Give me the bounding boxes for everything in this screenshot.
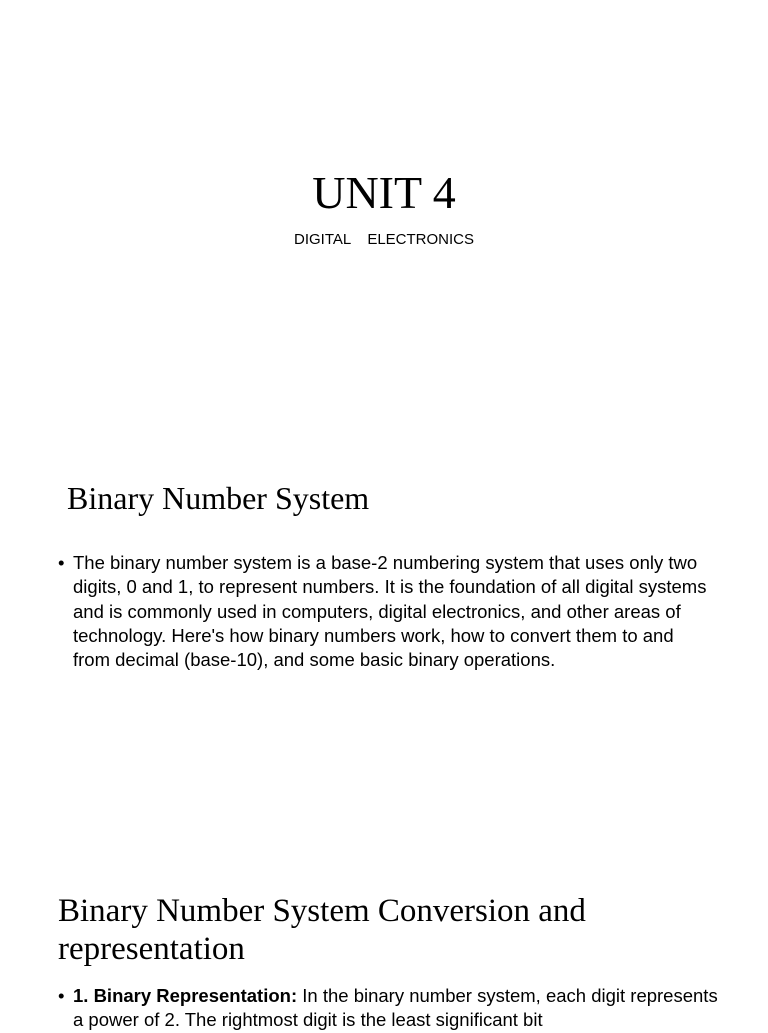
unit-subtitle: DIGITAL ELECTRONICS <box>293 231 475 248</box>
title-slide <box>0 0 768 400</box>
binary-number-system-heading: Binary Number System <box>67 480 370 516</box>
bullet-text: In the binary number system, each digit represents a power of 2. The rightmost digit is the least significant bit <box>73 985 718 1031</box>
bullet-item <box>58 551 710 672</box>
bullet-text: The binary number system is a base-2 numbering system that uses only two digits, 0 and 1, to represent numbers. It is the foundation of all digital systems and is commonly used in computers, digital electronics, and other areas of technology. Here's how binary numbers work, how to convert them to and from decimal (base-10), and some basic binary operations. <box>73 552 707 671</box>
bullet-bold-lead: 1. Binary Representation: <box>73 985 298 1006</box>
bullet-icon: • <box>58 985 65 1006</box>
unit-title: UNIT 4 <box>312 167 456 218</box>
conversion-heading: Binary Number System Conversion and representation <box>58 893 586 967</box>
conversion-bullet-list <box>58 984 718 1033</box>
bullet-icon: • <box>58 552 65 573</box>
binary-bullet-list <box>58 551 710 672</box>
bullet-item <box>58 984 718 1033</box>
